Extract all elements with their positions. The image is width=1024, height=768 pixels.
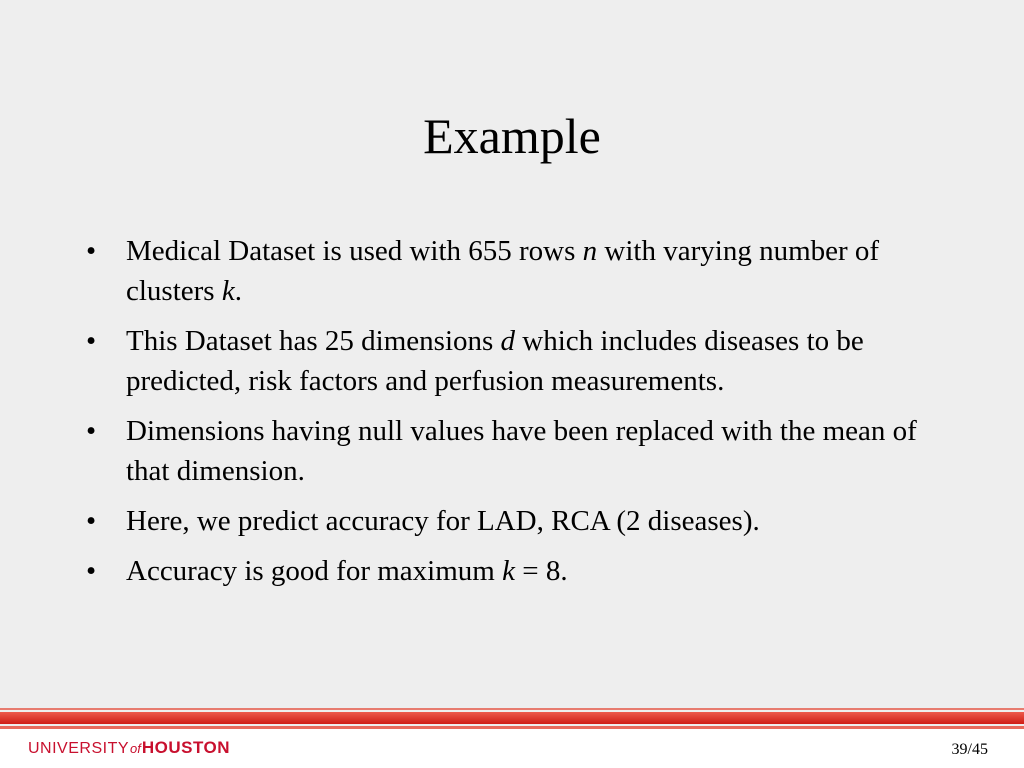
university-logo — [28, 738, 230, 760]
page-number: 39/45 — [951, 741, 988, 758]
bullet-list — [86, 231, 956, 601]
logo-university-text: UNIVERSITY — [28, 740, 130, 757]
bullet-item — [86, 231, 956, 311]
text-run: Medical Dataset is used with 655 rows — [126, 235, 583, 267]
logo-houston-text: HOUSTON — [141, 738, 231, 757]
bullet-point-icon: • — [86, 415, 97, 447]
bullet-point-icon: • — [86, 235, 97, 267]
slide-title: Example — [423, 108, 601, 164]
text-run: Accuracy is good for maximum — [126, 555, 503, 587]
text-run: Here, we predict accuracy for LAD, RCA (2 diseases). — [126, 505, 760, 537]
bullet-text — [126, 325, 864, 397]
bullet-text — [126, 415, 917, 487]
bullet-item — [86, 501, 956, 541]
footer-red-band — [0, 712, 1024, 724]
text-run: This Dataset has 25 dimensions — [126, 325, 501, 357]
italic-variable: d — [500, 325, 516, 357]
text-run: with varying number of clusters — [126, 235, 880, 307]
bullet-text — [126, 505, 760, 537]
bullet-item — [86, 551, 956, 591]
footer-divider-top — [0, 708, 1024, 710]
text-run: = 8. — [514, 555, 568, 587]
bullet-point-icon: • — [86, 555, 97, 587]
italic-variable: k — [502, 555, 515, 587]
bullet-point-icon: • — [86, 505, 97, 537]
logo-of-text: of — [130, 741, 141, 756]
bullet-text — [126, 235, 879, 307]
bullet-point-icon: • — [86, 325, 97, 357]
italic-variable: n — [582, 235, 598, 267]
italic-variable: k — [221, 275, 235, 307]
bullet-text — [126, 555, 568, 587]
text-run: Dimensions having null values have been replaced with the mean of that dimension. — [126, 415, 917, 487]
bullet-item — [86, 321, 956, 401]
text-run: . — [234, 275, 242, 307]
text-run: which includes diseases to be predicted, risk factors and perfusion measurements. — [126, 325, 864, 397]
bullet-item — [86, 411, 956, 491]
